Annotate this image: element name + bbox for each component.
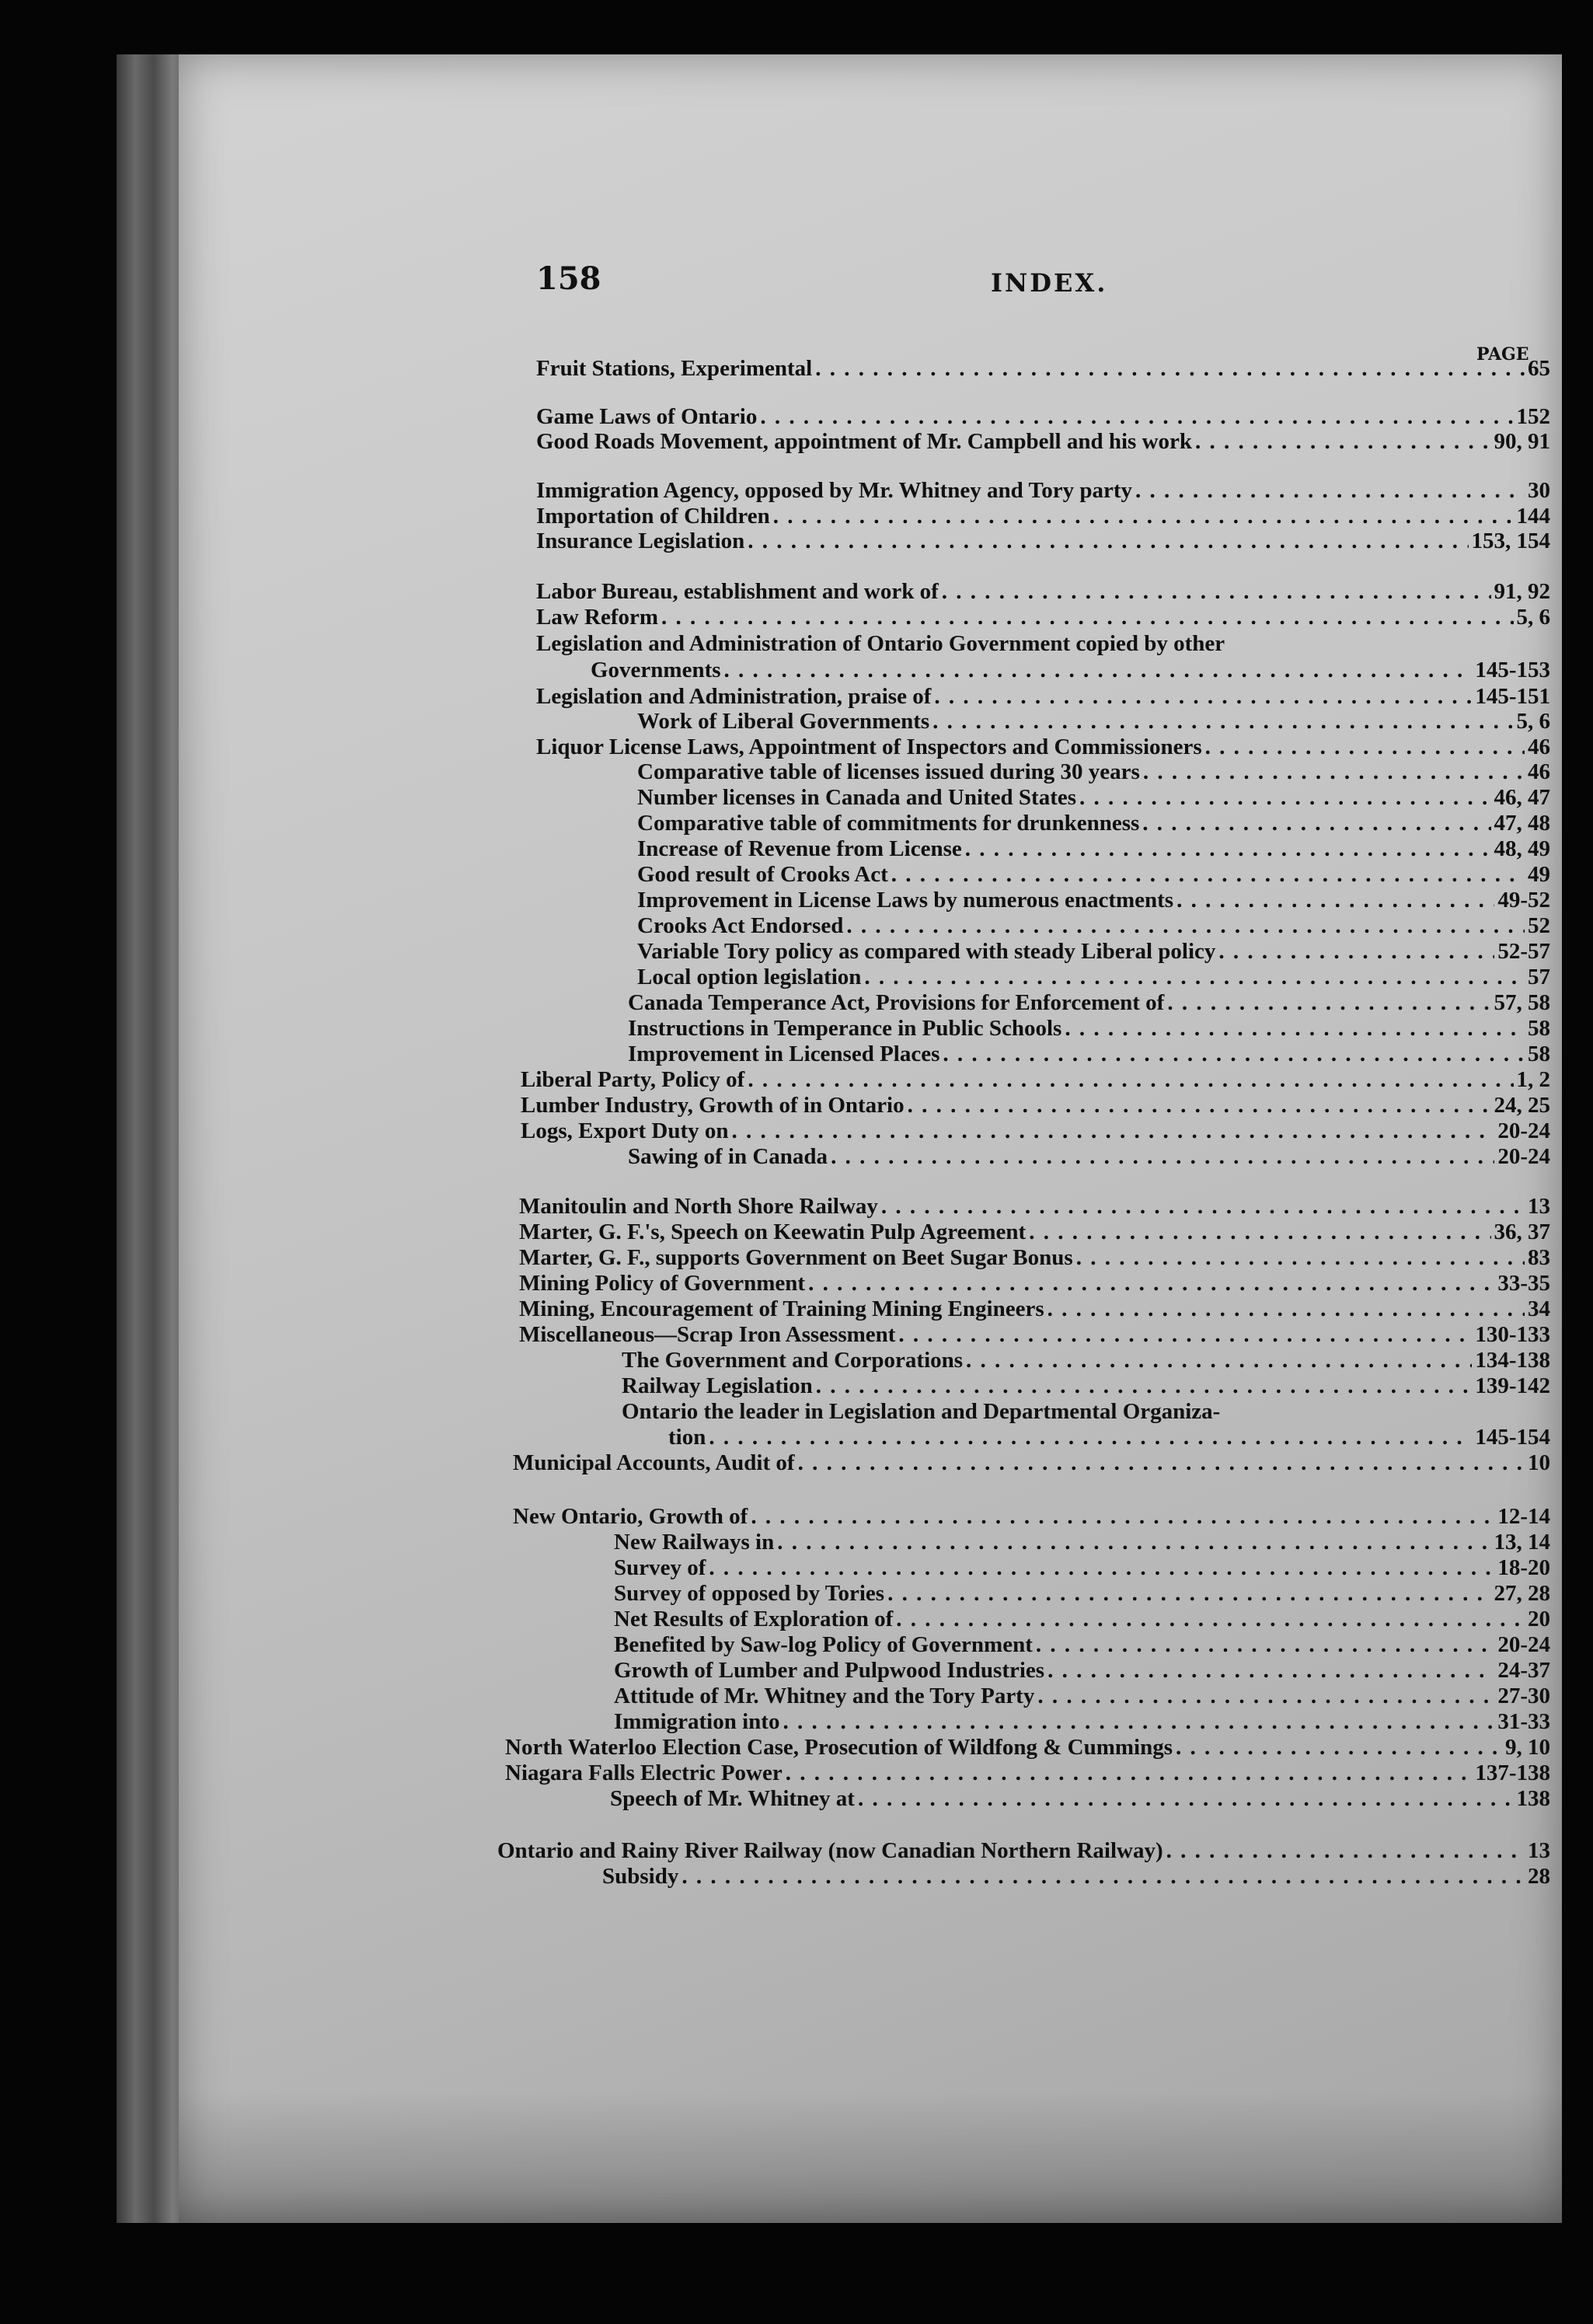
index-entry-text: Comparative table of licenses issued during 30 years [637,759,1140,784]
index-entry-text: Mining Policy of Government [519,1271,806,1296]
index-entry [628,1042,1550,1066]
leader-dots [846,913,1525,938]
index-entry-page: 27-30 [1497,1684,1550,1708]
index-entry [614,1658,1550,1683]
leader-dots [887,1581,1490,1606]
leader-dots [773,504,1514,529]
index-entry-text: Manitoulin and North Shore Railway [519,1194,878,1219]
index-entry-text: Labor Bureau, establishment and work of [536,579,939,604]
leader-dots [932,709,1513,734]
index-entry [519,1271,1550,1296]
page-column-label: PAGE [1476,344,1529,365]
index-entry-text: Speech of Mr. Whitney at [610,1786,855,1811]
leader-dots [934,684,1472,709]
index-entry-page: 10 [1528,1450,1550,1475]
index-entry-text: Improvement in Licensed Places [628,1042,940,1066]
index-entry-page: 20-24 [1497,1118,1550,1143]
index-entry [536,529,1550,553]
index-entry [591,658,1550,682]
leader-dots [1076,1245,1525,1270]
index-entry-page: 144 [1516,504,1550,529]
index-entry-page: 30 [1528,478,1550,503]
index-entry [637,965,1550,989]
index-entry-page: 57 [1528,965,1550,989]
index-entry [622,1348,1550,1373]
leader-dots [896,1607,1525,1631]
index-entry-page: 139-142 [1475,1373,1550,1398]
index-entry-text: Canada Temperance Act, Provisions for Enforcement of [628,990,1165,1015]
index-entry-page: 46 [1528,759,1550,784]
leader-dots [1143,759,1525,784]
index-entry-text: Survey of [614,1555,706,1580]
index-entry [622,1373,1550,1398]
index-entry [637,939,1550,964]
index-entry-page: 145-153 [1475,658,1550,682]
index-entry-text: Subsidy [602,1864,679,1889]
index-entry [519,1296,1550,1321]
index-entry-text: Fruit Stations, Experimental [536,356,813,381]
index-entry-text: Growth of Lumber and Pulpwood Industries [614,1658,1045,1683]
index-entry-text: Increase of Revenue from License [637,836,962,861]
index-entry-page: 138 [1516,1786,1550,1811]
leader-dots [965,836,1491,861]
index-entry [536,356,1550,381]
index-entry [614,1684,1550,1708]
index-entry-page: 13 [1528,1838,1550,1863]
index-entry-text: Attitude of Mr. Whitney and the Tory Party [614,1684,1035,1708]
index-entry-page: 52-57 [1497,939,1550,964]
index-entry [521,1067,1550,1092]
index-entry-text: Mining, Encouragement of Training Mining Engineers [519,1296,1044,1321]
index-entry-page: 58 [1528,1016,1550,1041]
leader-dots [1176,1735,1502,1760]
index-entry-page: 46, 47 [1494,785,1550,810]
index-entry-text: New Railways in [614,1530,775,1555]
index-entry-page: 34 [1528,1296,1550,1321]
index-entry-page: 65 [1528,356,1550,381]
index-entry [622,1399,1550,1424]
leader-dots [724,658,1473,682]
index-entry-text: The Government and Corporations [622,1348,964,1373]
index-entry-page: 90, 91 [1494,429,1550,454]
index-entry-text: Net Results of Exploration of [614,1607,894,1631]
index-entry [513,1450,1550,1475]
index-entry-page: 1, 2 [1516,1067,1550,1092]
index-entry-page: 13, 14 [1494,1530,1550,1555]
leader-dots [1036,1632,1494,1657]
index-entry-page: 27, 28 [1494,1581,1550,1606]
leader-dots [798,1450,1525,1475]
index-entry-text: Variable Tory policy as compared with steady Liberal policy [637,939,1216,964]
index-entry-page: 152 [1516,404,1550,429]
leader-dots [1195,429,1490,454]
index-entry [628,1016,1550,1041]
index-entry-page: 5, 6 [1516,605,1550,630]
index-entry-text: Legislation and Administration, praise of [536,684,932,709]
index-entry-page: 13 [1528,1194,1550,1219]
index-entry-text: Logs, Export Duty on [521,1118,729,1143]
index-entry-page: 145-151 [1475,684,1550,709]
index-entry [519,1245,1550,1270]
index-entry-text: Legislation and Administration of Ontario Government copied by other [536,631,1225,656]
index-entry-text: Instructions in Temperance in Public Schools [628,1016,1062,1041]
leader-dots [709,1555,1494,1580]
index-entry-text: Immigration into [614,1709,780,1734]
leader-dots [1167,990,1490,1015]
leader-dots [1047,1296,1525,1321]
index-entry-text: Ontario and Rainy River Railway (now Canadian Northern Railway) [497,1838,1163,1863]
index-entry-text: Benefited by Saw-log Policy of Government [614,1632,1033,1657]
index-entry-text: Niagara Falls Electric Power [505,1760,783,1785]
index-entry-page: 24-37 [1497,1658,1550,1683]
index-entry [519,1220,1550,1244]
index-entry-text: Liberal Party, Policy of [521,1067,745,1092]
index-entry [637,862,1550,887]
index-entry [521,1093,1550,1118]
index-entry-text: North Waterloo Election Case, Prosecution of Wildfong & Cummings [505,1735,1173,1760]
leader-dots [816,1373,1473,1398]
index-entry-text: Liquor License Laws, Appointment of Inspectors and Commissioners [536,735,1202,759]
index-entry-text: Lumber Industry, Growth of in Ontario [521,1093,905,1118]
leader-dots [1065,1016,1525,1041]
leader-dots [1029,1220,1490,1244]
leader-dots [1218,939,1494,964]
index-entry-text: Good result of Crooks Act [637,862,888,887]
leader-dots [966,1348,1472,1373]
index-entry [536,579,1550,604]
index-entry [536,605,1550,630]
index-entry-text: Comparative table of commitments for drunkenness [637,811,1140,836]
index-entry-page: 134-138 [1475,1348,1550,1373]
leader-dots [1142,811,1490,836]
leader-dots [751,1504,1494,1529]
index-entry [614,1632,1550,1657]
index-entry [637,811,1550,836]
index-entry-page: 52 [1528,913,1550,938]
leader-dots [748,529,1468,553]
index-entry [536,684,1550,709]
leader-dots [942,579,1491,604]
index-entry-page: 47, 48 [1494,811,1550,836]
index-entry-page: 20-24 [1497,1632,1550,1657]
leader-dots [1166,1838,1525,1863]
leader-dots [732,1118,1495,1143]
index-entry-page: 153, 154 [1471,529,1550,553]
index-entry-text: Insurance Legislation [536,529,745,553]
leader-dots [858,1786,1514,1811]
leader-dots [908,1093,1491,1118]
index-entry-page: 49 [1528,862,1550,887]
index-entry [628,990,1550,1015]
index-entry [497,1838,1550,1863]
index-entry-text: Crooks Act Endorsed [637,913,844,938]
page-title: INDEX. [991,268,1108,298]
index-entry-text: Municipal Accounts, Audit of [513,1450,795,1475]
index-entry-page: 58 [1528,1042,1550,1066]
index-entry-page: 83 [1528,1245,1550,1270]
page-shadow [179,2091,1562,2223]
index-entry-page: 145-154 [1475,1425,1550,1450]
index-entry [513,1504,1550,1529]
index-entry [637,836,1550,861]
index-entry-page: 91, 92 [1494,579,1550,604]
index-entry [536,631,1550,656]
index-entry [614,1607,1550,1631]
leader-dots [661,605,1513,630]
index-entry-text: Marter, G. F., supports Government on Beet Sugar Bonus [519,1245,1073,1270]
index-entry-page: 49-52 [1497,888,1550,913]
index-entry-text: Local option legislation [637,965,862,989]
index-entry [628,1144,1550,1169]
leader-dots [831,1144,1494,1169]
index-entry-text: Immigration Agency, opposed by Mr. Whitney and Tory party [536,478,1132,503]
index-entry [610,1786,1550,1811]
index-entry [637,709,1550,734]
index-entry-text: Governments [591,658,721,682]
index-entry-text: Game Laws of Ontario [536,404,758,429]
leader-dots [748,1067,1513,1092]
index-entry [505,1760,1550,1785]
index-entry [668,1425,1550,1450]
index-entry-text: Miscellaneous—Scrap Iron Assessment [519,1322,896,1347]
index-entry-page: 5, 6 [1516,709,1550,734]
index-entry [614,1530,1550,1555]
index-entry [637,888,1550,913]
leader-dots [783,1709,1494,1734]
index-entry-text: Survey of opposed by Tories [614,1581,885,1606]
leader-dots [1135,478,1525,503]
leader-dots [777,1530,1490,1555]
leader-dots [808,1271,1494,1296]
leader-dots [891,862,1525,887]
leader-dots [898,1322,1472,1347]
leader-dots [881,1194,1525,1219]
index-entry-text: Importation of Children [536,504,770,529]
index-entry-page: 33-35 [1497,1271,1550,1296]
index-entry-page: 137-138 [1475,1760,1550,1785]
index-entry-page: 46 [1528,735,1550,759]
leader-dots [1037,1684,1494,1708]
index-entry-page: 31-33 [1497,1709,1550,1734]
index-entry [521,1118,1550,1143]
index-entry-text: Marter, G. F.'s, Speech on Keewatin Pulp Agreement [519,1220,1027,1244]
index-entry-page: 18-20 [1497,1555,1550,1580]
index-entry-page: 57, 58 [1494,990,1550,1015]
index-entry-text: New Ontario, Growth of [513,1504,748,1529]
index-entry [519,1322,1550,1347]
index-entry-page: 48, 49 [1494,836,1550,861]
index-entry [637,913,1550,938]
index-entry-text: Law Reform [536,605,659,630]
index-entry [536,504,1550,529]
leader-dots [864,965,1525,989]
page-number: 158 [536,260,601,297]
leader-dots [943,1042,1525,1066]
leader-dots [760,404,1513,429]
index-entry-text: Number licenses in Canada and United States [637,785,1077,810]
index-entry [637,785,1550,810]
index-entry-text: Ontario the leader in Legislation and Departmental Organiza- [622,1399,1221,1424]
leader-dots [1205,735,1525,759]
index-entry-text: Work of Liberal Governments [637,709,930,734]
leader-dots [1047,1658,1494,1683]
index-entry-text: Improvement in License Laws by numerous enactments [637,888,1174,913]
index-entry [614,1709,1550,1734]
index-entry [536,735,1550,759]
index-entry [536,478,1550,503]
index-entry [614,1555,1550,1580]
leader-dots [681,1864,1525,1889]
index-entry-page: 28 [1528,1864,1550,1889]
index-entry-page: 130-133 [1475,1322,1550,1347]
index-entry-page: 20 [1528,1607,1550,1631]
index-entry-page: 9, 10 [1505,1735,1550,1760]
leader-dots [709,1425,1472,1450]
index-entry [505,1735,1550,1760]
index-entry [602,1864,1550,1889]
index-entry [536,429,1550,454]
leader-dots [815,356,1525,381]
index-entry-page: 24, 25 [1494,1093,1550,1118]
index-entry [614,1581,1550,1606]
leader-dots [786,1760,1473,1785]
index-entry-page: 36, 37 [1494,1220,1550,1244]
index-entry-text: Sawing of in Canada [628,1144,828,1169]
index-entry-page: 12-14 [1497,1504,1550,1529]
index-entry-text: Railway Legislation [622,1373,813,1398]
leader-dots [1079,785,1490,810]
index-entry [637,759,1550,784]
leader-dots [1176,888,1494,913]
index-entry [519,1194,1550,1219]
index-entry-page: 20-24 [1497,1144,1550,1169]
index-entry [536,404,1550,429]
index-entry-text: Good Roads Movement, appointment of Mr. Campbell and his work [536,429,1193,454]
index-entry-text: tion [668,1425,706,1450]
